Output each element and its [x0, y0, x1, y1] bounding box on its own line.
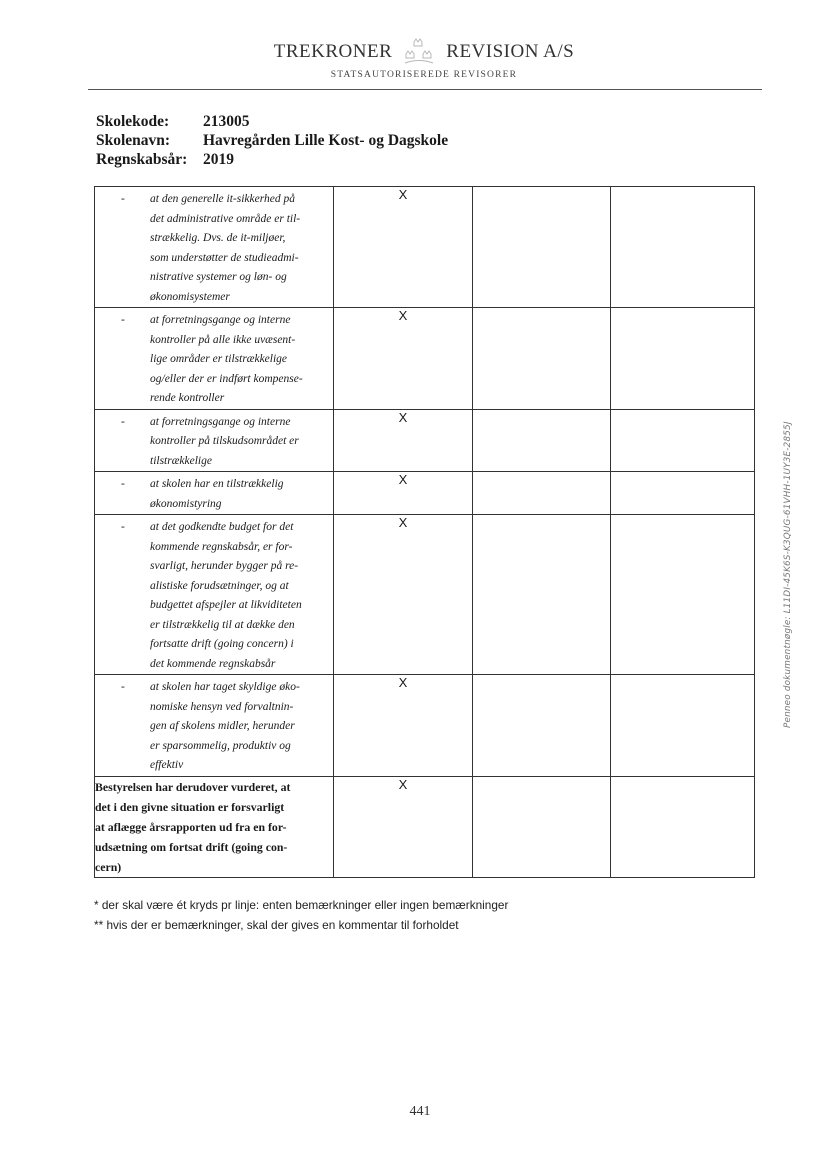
criterion-text [150, 518, 327, 674]
bullet-dash: - [121, 681, 125, 693]
school-name-label: Skolenavn: [96, 132, 171, 149]
school-info [96, 112, 448, 169]
criterion-text [150, 413, 327, 472]
comment-cell [611, 675, 755, 777]
remarks-cell [473, 409, 611, 472]
criterion-cell [95, 409, 334, 472]
criterion-line: strækkelig. Dvs. de it-miljøer, [150, 232, 286, 244]
criterion-line: alistiske forudsætninger, og at [150, 579, 289, 592]
criterion-line: nistrative systemer og løn- og [150, 271, 287, 283]
criterion-line: kommende regnskabsår, er for- [150, 540, 293, 553]
table-row [95, 308, 755, 410]
comment-cell [611, 515, 755, 675]
going-concern-line: udsætning om fortsat drift (going con- [95, 839, 288, 854]
criterion-line: er sparsommelig, produktiv og [150, 739, 291, 752]
criterion-text [150, 475, 327, 514]
remarks-cell [473, 776, 611, 877]
bullet-dash: - [121, 415, 125, 428]
criterion-line: at skolen har en tilstrækkelig [150, 478, 284, 490]
criterion-line: nomiske hensyn ved forvaltnin- [150, 700, 294, 713]
header-divider [88, 89, 762, 90]
criterion-line: at det godkendte budget for det [150, 521, 294, 533]
document-key-side-text: Penneo dokumentnøgle: L11DI-45K6S-K3QUG-61VHH-1UY3E-2855J [783, 421, 793, 728]
criterion-cell [95, 675, 334, 777]
criterion-text [150, 311, 327, 409]
table-row [95, 187, 755, 308]
table-row [95, 409, 755, 472]
comment-cell [611, 409, 755, 472]
criterion-line: er tilstrækkelig til at dække den [150, 618, 295, 631]
criterion-text [150, 678, 327, 776]
remarks-cell [473, 187, 611, 308]
remarks-cell [473, 675, 611, 777]
criterion-line: som understøtter de studieadmi- [150, 251, 299, 264]
firm-name [0, 38, 828, 66]
criterion-line: lige områder er tilstrækkelige [150, 353, 288, 365]
firm-name-right: REVISION A/S [446, 41, 575, 62]
assessment-table [94, 186, 755, 878]
table-row [95, 675, 755, 777]
comment-cell [611, 776, 755, 877]
criterion-line: svarligt, herunder bygger på re- [150, 560, 299, 572]
letterhead [0, 38, 828, 80]
criterion-line: fortsatte drift (going concern) i [150, 638, 294, 650]
going-concern-line: cern) [95, 859, 122, 874]
footnote-1: * der skal være ét kryds pr linje: enten bemærkninger eller ingen bemærkninger [94, 898, 509, 912]
criterion-text [150, 190, 327, 307]
criterion-line: gen af skolens midler, herunder [150, 720, 295, 732]
criterion-line: at skolen har taget skyldige øko- [150, 681, 300, 693]
criterion-cell [95, 472, 334, 515]
fiscal-year-row [96, 150, 448, 169]
criterion-line: økonomisystemer [150, 290, 230, 303]
no-remarks-mark: X [334, 308, 473, 410]
school-name-row [96, 131, 448, 150]
no-remarks-mark: X [334, 776, 473, 877]
no-remarks-mark: X [334, 472, 473, 515]
three-crowns-logo-icon [402, 38, 436, 66]
criterion-cell [95, 187, 334, 308]
criterion-line: effektiv [150, 759, 184, 771]
no-remarks-mark: X [334, 515, 473, 675]
comment-cell [611, 187, 755, 308]
school-code-label: Skolekode: [96, 113, 170, 130]
bullet-dash: - [121, 193, 125, 205]
criterion-line: at den generelle it-sikkerhed på [150, 193, 295, 205]
footnotes [94, 895, 508, 935]
criterion-cell [95, 308, 334, 410]
no-remarks-mark: X [334, 187, 473, 308]
bullet-dash: - [121, 478, 125, 490]
school-code-value: 213005 [203, 113, 250, 130]
remarks-cell [473, 472, 611, 515]
comment-cell [611, 472, 755, 515]
going-concern-line: at aflægge årsrapporten ud fra en for- [95, 819, 287, 834]
table-row-going-concern [95, 776, 755, 877]
bullet-dash: - [121, 521, 125, 533]
criterion-line: budgettet afspejler at likviditeten [150, 599, 302, 611]
criterion-line: kontroller på tilskudsområdet er [150, 435, 299, 447]
criterion-line: at forretningsgange og interne [150, 415, 291, 428]
criterion-cell [95, 515, 334, 675]
criterion-line: tilstrækkelige [150, 454, 212, 467]
school-code-row [96, 112, 448, 131]
page-number: 441 [409, 1104, 431, 1119]
fiscal-year-label: Regnskabsår: [96, 151, 188, 168]
no-remarks-mark: X [334, 409, 473, 472]
criterion-line: økonomistyring [150, 497, 222, 510]
table-row [95, 515, 755, 675]
fiscal-year-value: 2019 [203, 151, 234, 168]
bullet-dash: - [121, 314, 125, 326]
criterion-line: det administrative område er til- [150, 212, 301, 225]
school-name-value: Havregården Lille Kost- og Dagskole [203, 132, 449, 149]
footnote-2: ** hvis der er bemærkninger, skal der gives en kommentar til forholdet [94, 918, 459, 932]
remarks-cell [473, 308, 611, 410]
firm-subtitle: STATSAUTORISEREDE REVISORER [330, 70, 518, 80]
firm-name-left: TREKRONER [273, 41, 393, 62]
comment-cell [611, 308, 755, 410]
criterion-line: kontroller på alle ikke uvæsent- [150, 333, 296, 346]
going-concern-line: Bestyrelsen har derudover vurderet, at [95, 779, 291, 794]
table-row [95, 472, 755, 515]
criterion-line: rende kontroller [150, 392, 225, 404]
criterion-line: det kommende regnskabsår [150, 657, 276, 670]
going-concern-cell [95, 776, 334, 877]
criterion-line: og/eller der er indført kompense- [150, 372, 303, 385]
criterion-line: at forretningsgange og interne [150, 314, 291, 326]
remarks-cell [473, 515, 611, 675]
no-remarks-mark: X [334, 675, 473, 777]
going-concern-line: det i den givne situation er forsvarligt [95, 799, 285, 814]
